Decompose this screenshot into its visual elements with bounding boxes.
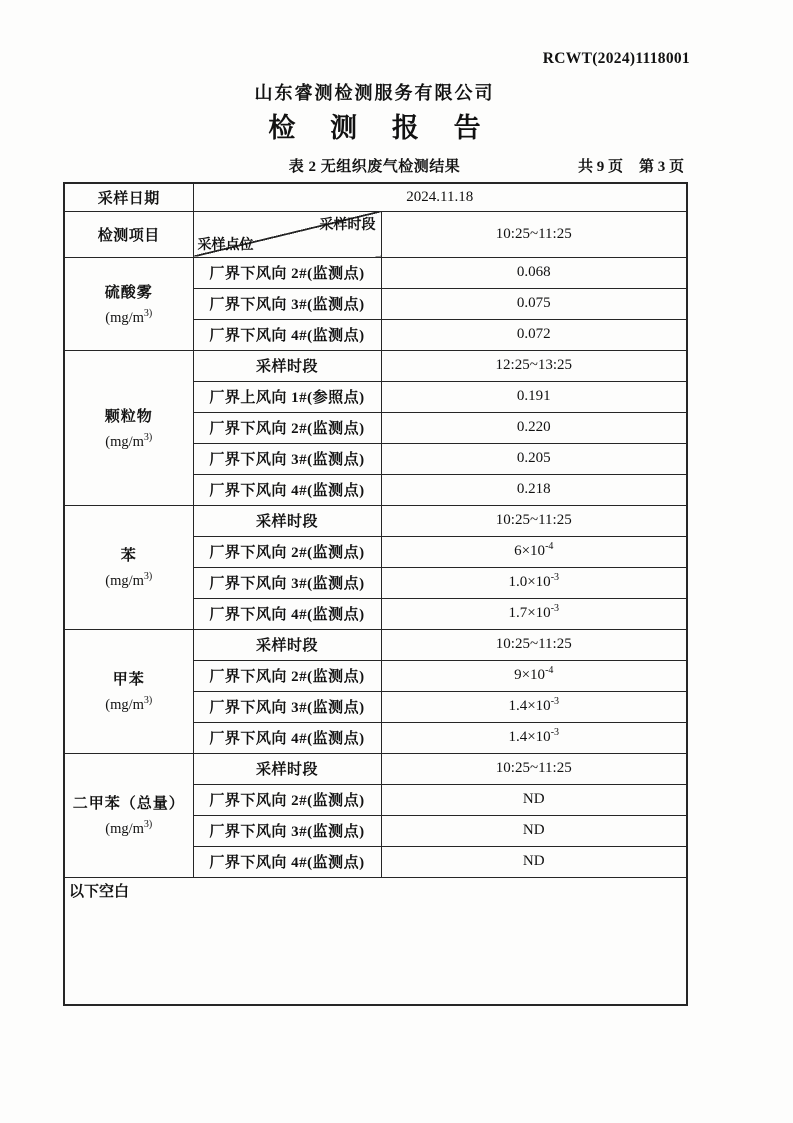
point-label: 厂界下风向 3#(监测点) xyxy=(193,815,381,846)
point-label: 厂界下风向 2#(监测点) xyxy=(193,784,381,815)
point-label: 厂界下风向 2#(监测点) xyxy=(193,412,381,443)
item-name-cell xyxy=(64,505,193,629)
sampling-date-value: 2024.11.18 xyxy=(193,183,687,211)
point-label: 厂界下风向 3#(监测点) xyxy=(193,288,381,319)
diagonal-header-cell xyxy=(193,211,381,257)
value-cell: 12:25~13:25 xyxy=(381,350,687,381)
point-label: 采样时段 xyxy=(193,350,381,381)
item-name-cell xyxy=(64,753,193,877)
value-cell: 0.191 xyxy=(381,381,687,412)
value-cell: 0.205 xyxy=(381,443,687,474)
test-item-label: 检测项目 xyxy=(64,211,193,257)
value-cell: 0.220 xyxy=(381,412,687,443)
point-label: 厂界下风向 4#(监测点) xyxy=(193,474,381,505)
page-total: 共 9 页 xyxy=(577,159,623,175)
point-label: 厂界下风向 4#(监测点) xyxy=(193,846,381,877)
point-label: 厂界下风向 2#(监测点) xyxy=(193,660,381,691)
value-cell: $1.4\times 10^{-3}$ xyxy=(381,691,687,722)
caption-row xyxy=(63,155,686,179)
sampling-date-label: 采样日期 xyxy=(64,183,193,211)
item-unit: ($mg/m^{3)}$ xyxy=(105,431,153,450)
page-current: 第 3 页 xyxy=(638,159,684,175)
point-label: 厂界下风向 2#(监测点) xyxy=(193,257,381,288)
value-cell: 0.218 xyxy=(381,474,687,505)
value-cell: 0.075 xyxy=(381,288,687,319)
item-unit: ($mg/m^{3)}$ xyxy=(105,307,153,326)
report-number: RCWT(2024)1118001 xyxy=(542,50,690,67)
item-name: 二甲苯（总量） xyxy=(72,796,185,812)
table-row xyxy=(64,629,687,660)
value-cell: $6\times 10^{-4}$ xyxy=(381,536,687,567)
company-name: 山东睿测检测服务有限公司 xyxy=(254,83,495,103)
table-row xyxy=(64,257,687,288)
value-cell: 10:25~11:25 xyxy=(381,629,687,660)
blank-note: 以下空白 xyxy=(69,883,130,900)
item-name-cell xyxy=(64,629,193,753)
value-cell: $1.0\times 10^{-3}$ xyxy=(381,567,687,598)
table-row xyxy=(64,505,687,536)
value-cell: 10:25~11:25 xyxy=(381,505,687,536)
value-cell: ND xyxy=(381,815,687,846)
value-cell: 0.068 xyxy=(381,257,687,288)
point-label: 采样时段 xyxy=(193,753,381,784)
diagonal-top-label: 采样时段 xyxy=(319,217,376,233)
blank-row xyxy=(64,877,687,1005)
point-label: 厂界下风向 4#(监测点) xyxy=(193,722,381,753)
time-range-value: 10:25~11:25 xyxy=(381,211,687,257)
blank-note-cell xyxy=(64,877,687,1005)
item-unit: ($mg/m^{3)}$ xyxy=(105,571,153,589)
point-label: 厂界下风向 3#(监测点) xyxy=(193,691,381,722)
page-info xyxy=(578,155,684,176)
results-table-body xyxy=(64,183,687,1005)
item-name-cell xyxy=(64,350,193,505)
results-table xyxy=(63,182,688,1006)
point-label: 厂界下风向 3#(监测点) xyxy=(193,567,381,598)
value-cell: $9\times 10^{-4}$ xyxy=(381,660,687,691)
point-label: 采样时段 xyxy=(193,629,381,660)
table-row xyxy=(64,753,687,784)
value-cell: 0.072 xyxy=(381,319,687,350)
value-cell: ND xyxy=(381,846,687,877)
item-name: 苯 xyxy=(120,548,137,564)
header-row xyxy=(64,211,687,257)
value-cell: $1.4\times 10^{-3}$ xyxy=(381,722,687,753)
table-caption: 表 2 无组织废气检测结果 xyxy=(288,159,461,175)
value-cell: 10:25~11:25 xyxy=(381,753,687,784)
value-cell: ND xyxy=(381,784,687,815)
point-label: 厂界下风向 3#(监测点) xyxy=(193,443,381,474)
point-label: 厂界下风向 4#(监测点) xyxy=(193,319,381,350)
point-label: 采样时段 xyxy=(193,505,381,536)
diagonal-bottom-label: 采样点位 xyxy=(197,237,254,253)
item-name: 硫酸雾 xyxy=(104,284,153,301)
item-name: 甲苯 xyxy=(112,672,145,688)
point-label: 厂界下风向 4#(监测点) xyxy=(193,598,381,629)
item-name: 颗粒物 xyxy=(104,408,153,425)
item-unit: ($mg/m^{3)}$ xyxy=(105,695,153,713)
point-label: 厂界下风向 2#(监测点) xyxy=(193,536,381,567)
item-name-cell xyxy=(64,257,193,350)
report-title: 检 测 报 告 xyxy=(268,113,495,143)
item-unit: ($mg/m^{3)}$ xyxy=(105,819,153,837)
value-cell: $1.7\times 10^{-3}$ xyxy=(381,598,687,629)
point-label: 厂界上风向 1#(参照点) xyxy=(193,381,381,412)
sampling-date-row xyxy=(64,183,687,211)
table-row xyxy=(64,350,687,381)
